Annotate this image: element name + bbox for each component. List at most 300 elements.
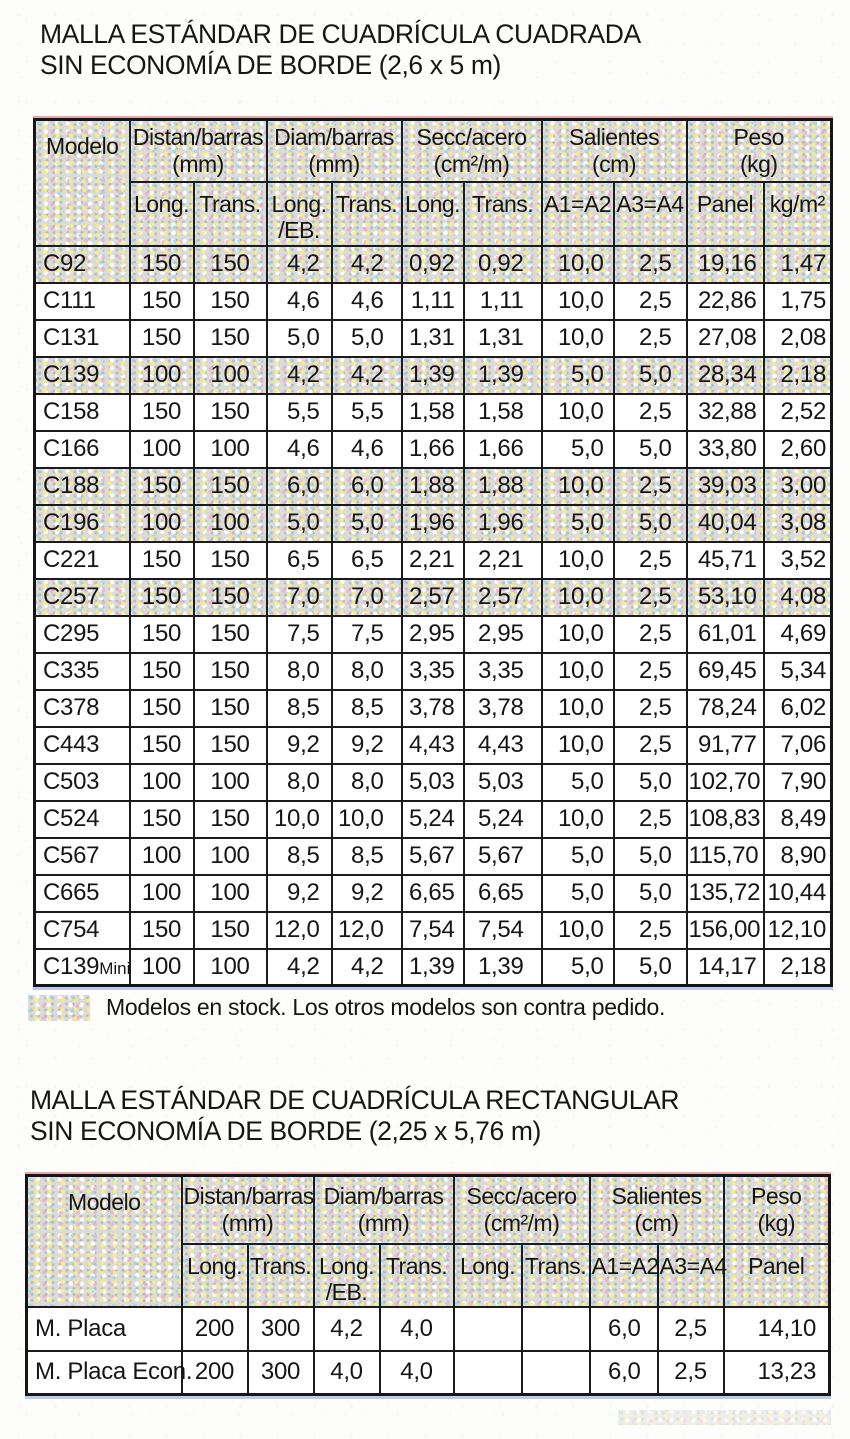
table-row-c754 [35,912,832,949]
col-group-peso [724,1176,830,1244]
value-cell: 5,0 [614,431,687,468]
col-subheader-panel: Panel [724,1244,830,1307]
table-row-c221 [35,542,832,579]
value-cell: 2,5 [614,468,687,505]
value-cell: 100 [130,431,194,468]
model-cell: C503 [35,764,130,801]
value-cell: 100 [194,949,267,986]
table-row-m-placa [27,1307,830,1351]
value-cell: 10,0 [542,727,614,764]
value-cell: 150 [130,320,194,357]
col-group-salientes [542,120,687,182]
value-cell: 8,90 [764,838,832,875]
value-cell: 5,0 [614,949,687,986]
col-subheader-a3-a4: A3=A4 [658,1244,724,1307]
table-row-c131 [35,320,832,357]
value-cell: 2,5 [614,801,687,838]
value-cell: 5,03 [402,764,464,801]
col-group-unit: (mm) [357,1209,410,1236]
model-cell: C139Mini [35,949,130,986]
value-cell: 100 [130,357,194,394]
model-cell: C443 [35,727,130,764]
value-cell: 150 [130,616,194,653]
value-cell: 100 [130,949,194,986]
col-subheader-kg-m: kg/m² [764,182,832,246]
value-cell: 3,35 [464,653,542,690]
value-cell: 2,5 [614,912,687,949]
value-cell: 100 [130,875,194,912]
col-group-unit: (cm²/m) [433,150,510,177]
value-cell: 5,0 [614,764,687,801]
col-group-label: Secc/acero [466,1182,577,1209]
model-cell: M. Placa [27,1307,182,1351]
table-row-c378 [35,690,832,727]
value-cell: 2,95 [402,616,464,653]
value-cell: 5,0 [267,320,332,357]
value-cell: 1,39 [402,357,464,394]
value-cell: 5,0 [332,320,402,357]
col-group-diam-barras [314,1176,454,1244]
scan-artifact-speckle [618,1410,831,1425]
col-group-distan-barras [130,120,267,182]
value-cell: 33,80 [687,431,764,468]
value-cell: 7,0 [332,579,402,616]
value-cell: 200 [182,1307,248,1351]
value-cell: 4,2 [267,246,332,283]
value-cell: 3,52 [764,542,832,579]
value-cell: 9,2 [267,875,332,912]
value-cell: 91,77 [687,727,764,764]
value-cell: 150 [194,801,267,838]
value-cell [454,1351,522,1395]
value-cell: 2,60 [764,431,832,468]
value-cell: 32,88 [687,394,764,431]
value-cell: 5,0 [542,838,614,875]
value-cell: 300 [248,1351,314,1395]
value-cell: 100 [194,431,267,468]
table-row-c111 [35,283,832,320]
value-cell: 1,66 [464,431,542,468]
table-row-c139 [35,357,832,394]
table-row-c196 [35,505,832,542]
col-group-label: Salientes [611,1182,702,1209]
value-cell: 12,0 [332,912,402,949]
value-cell: 6,65 [464,875,542,912]
value-cell: 4,6 [267,431,332,468]
value-cell: 100 [130,838,194,875]
value-cell: 5,0 [614,357,687,394]
value-cell: 100 [194,357,267,394]
value-cell: 7,5 [332,616,402,653]
table-row-c188 [35,468,832,505]
value-cell: 5,5 [332,394,402,431]
value-cell: 3,00 [764,468,832,505]
value-cell: 5,0 [614,875,687,912]
col-subheader-panel: Panel [687,182,764,246]
value-cell: 5,24 [464,801,542,838]
value-cell: 5,0 [542,431,614,468]
value-cell: 2,95 [464,616,542,653]
value-cell: 150 [194,653,267,690]
value-cell: 8,49 [764,801,832,838]
value-cell: 150 [194,283,267,320]
value-cell: 1,39 [464,357,542,394]
value-cell: 4,6 [332,431,402,468]
value-cell: 150 [130,468,194,505]
value-cell: 10,0 [542,690,614,727]
value-cell: 2,5 [614,394,687,431]
col-group-label: Salientes [568,123,660,150]
col-group-peso [687,120,832,182]
value-cell: 2,18 [764,949,832,986]
value-cell: 2,21 [464,542,542,579]
value-cell: 2,5 [658,1307,724,1351]
value-cell: 45,71 [687,542,764,579]
value-cell: 150 [194,579,267,616]
value-cell [522,1351,590,1395]
value-cell: 115,70 [687,838,764,875]
col-group-label: Distan/barras [183,1182,314,1209]
value-cell: 10,0 [542,912,614,949]
value-cell: 10,0 [542,801,614,838]
value-cell: 1,58 [464,394,542,431]
value-cell: 4,2 [267,949,332,986]
value-cell: 100 [194,764,267,801]
value-cell [454,1307,522,1351]
table-row-c92 [35,246,832,283]
value-cell: 150 [194,468,267,505]
table-row-m-placa-econ [27,1351,830,1395]
value-cell: 1,96 [464,505,542,542]
value-cell: 28,34 [687,357,764,394]
col-subheader-long: Long. [182,1244,248,1307]
model-cell: C158 [35,394,130,431]
value-cell: 1,88 [402,468,464,505]
model-cell: C665 [35,875,130,912]
value-cell: 9,2 [267,727,332,764]
model-cell: C166 [35,431,130,468]
value-cell: 150 [130,579,194,616]
value-cell: 4,2 [332,949,402,986]
square-mesh-table [33,118,833,987]
col-subheader-trans: Trans. [464,182,542,246]
value-cell: 4,43 [464,727,542,764]
rect-section-title [30,1085,679,1147]
col-subheader-long-eb: Long. /EB. [267,182,332,246]
value-cell: 100 [194,505,267,542]
col-group-unit: (mm) [221,1209,274,1236]
value-cell: 1,39 [464,949,542,986]
value-cell: 135,72 [687,875,764,912]
model-cell: C257 [35,579,130,616]
col-group-unit: (kg) [739,150,778,177]
table-row-c567 [35,838,832,875]
model-cell: C378 [35,690,130,727]
value-cell: 150 [194,690,267,727]
value-cell: 2,5 [614,579,687,616]
col-subheader-trans: Trans. [332,182,402,246]
value-cell: 6,0 [267,468,332,505]
model-cell: C196 [35,505,130,542]
model-cell: C221 [35,542,130,579]
value-cell: 22,86 [687,283,764,320]
value-cell: 150 [194,542,267,579]
value-cell: 300 [248,1307,314,1351]
model-cell: C92 [35,246,130,283]
value-cell: 19,16 [687,246,764,283]
col-group-unit: (cm) [592,150,636,177]
stock-legend [28,994,665,1021]
value-cell: 5,0 [332,505,402,542]
value-cell: 4,43 [402,727,464,764]
value-cell: 4,0 [380,1307,454,1351]
value-cell: 8,5 [267,690,332,727]
value-cell: 14,10 [724,1307,830,1351]
value-cell: 6,0 [590,1307,658,1351]
value-cell: 2,5 [614,616,687,653]
value-cell: 12,0 [267,912,332,949]
value-cell: 108,83 [687,801,764,838]
value-cell: 4,0 [314,1351,380,1395]
value-cell: 10,0 [542,616,614,653]
value-cell: 4,6 [267,283,332,320]
value-cell: 1,66 [402,431,464,468]
value-cell: 10,0 [542,394,614,431]
value-cell: 4,08 [764,579,832,616]
value-cell: 7,5 [267,616,332,653]
value-cell: 5,0 [542,357,614,394]
model-cell: C131 [35,320,130,357]
value-cell: 8,5 [332,690,402,727]
col-subheader-long-eb: Long. /EB. [314,1244,380,1307]
value-cell: 1,88 [464,468,542,505]
value-cell: 5,34 [764,653,832,690]
value-cell: 2,5 [658,1351,724,1395]
table-row-c166 [35,431,832,468]
value-cell: 4,69 [764,616,832,653]
value-cell: 6,02 [764,690,832,727]
col-group-distan-barras [182,1176,314,1244]
table-row-c257 [35,579,832,616]
value-cell: 5,0 [614,505,687,542]
rect-section-title-line1: MALLA ESTÁNDAR DE CUADRÍCULA RECTANGULAR [30,1085,680,1115]
value-cell: 7,06 [764,727,832,764]
value-cell: 1,58 [402,394,464,431]
value-cell: 4,2 [314,1307,380,1351]
value-cell: 200 [182,1351,248,1395]
col-group-label: Secc/acero [416,123,527,150]
value-cell: 1,39 [402,949,464,986]
value-cell: 3,35 [402,653,464,690]
value-cell: 5,24 [402,801,464,838]
value-cell: 2,08 [764,320,832,357]
value-cell: 10,0 [267,801,332,838]
value-cell: 10,0 [542,653,614,690]
value-cell: 69,45 [687,653,764,690]
model-cell: C567 [35,838,130,875]
value-cell: 78,24 [687,690,764,727]
col-subheader-trans: Trans. [248,1244,314,1307]
value-cell: 27,08 [687,320,764,357]
value-cell: 3,78 [464,690,542,727]
value-cell: 7,0 [267,579,332,616]
table-row-c158 [35,394,832,431]
value-cell: 150 [194,616,267,653]
col-group-salientes [590,1176,724,1244]
value-cell: 6,5 [332,542,402,579]
col-group-label: Peso [751,1182,802,1209]
value-cell: 39,03 [687,468,764,505]
col-group-secc-acero [454,1176,590,1244]
stock-highlight-swatch [28,995,90,1021]
value-cell: 150 [130,727,194,764]
table-row-c139mini [35,949,832,986]
col-group-diam-barras [267,120,402,182]
col-subheader-trans: Trans. [522,1244,590,1307]
value-cell: 4,2 [332,246,402,283]
value-cell: 10,0 [542,283,614,320]
value-cell: 4,2 [267,357,332,394]
value-cell: 5,0 [267,505,332,542]
value-cell: 53,10 [687,579,764,616]
value-cell: 2,18 [764,357,832,394]
model-cell: C754 [35,912,130,949]
col-subheader-long: Long. [402,182,464,246]
value-cell: 2,5 [614,320,687,357]
value-cell: 8,0 [267,653,332,690]
col-group-label: Distan/barras [132,123,264,150]
value-cell: 150 [194,912,267,949]
value-cell: 4,6 [332,283,402,320]
value-cell: 2,21 [402,542,464,579]
table-row-c443 [35,727,832,764]
value-cell: 150 [130,801,194,838]
value-cell: 10,0 [542,320,614,357]
col-group-unit: (mm) [308,150,360,177]
value-cell: 2,5 [614,246,687,283]
value-cell: 150 [130,912,194,949]
value-cell: 100 [130,505,194,542]
table-row-c503 [35,764,832,801]
table-row-c524 [35,801,832,838]
model-cell: C111 [35,283,130,320]
value-cell: 2,5 [614,542,687,579]
col-group-unit: (cm) [634,1209,679,1236]
value-cell: 150 [194,394,267,431]
value-cell: 150 [130,246,194,283]
square-section-title-line2: SIN ECONOMÍA DE BORDE (2,6 x 5 m) [40,50,501,80]
value-cell: 1,47 [764,246,832,283]
value-cell: 1,31 [402,320,464,357]
value-cell: 1,31 [464,320,542,357]
value-cell: 102,70 [687,764,764,801]
value-cell: 150 [130,283,194,320]
value-cell: 1,11 [464,283,542,320]
rectangular-mesh-table [25,1174,831,1396]
value-cell: 6,0 [590,1351,658,1395]
col-group-secc-acero [402,120,542,182]
value-cell [522,1307,590,1351]
value-cell: 7,90 [764,764,832,801]
value-cell: 10,0 [542,542,614,579]
col-group-unit: (kg) [757,1209,796,1236]
value-cell: 12,10 [764,912,832,949]
value-cell: 5,0 [542,875,614,912]
value-cell: 156,00 [687,912,764,949]
value-cell: 2,5 [614,283,687,320]
value-cell: 1,75 [764,283,832,320]
col-subheader-long: Long. [454,1244,522,1307]
value-cell: 8,5 [332,838,402,875]
model-cell: M. Placa Econ. [27,1351,182,1395]
value-cell: 100 [194,838,267,875]
value-cell: 4,2 [332,357,402,394]
table-row-c335 [35,653,832,690]
value-cell: 14,17 [687,949,764,986]
value-cell: 9,2 [332,875,402,912]
square-section-title-line1: MALLA ESTÁNDAR DE CUADRÍCULA CUADRADA [40,19,641,49]
value-cell: 150 [130,653,194,690]
value-cell: 5,0 [542,505,614,542]
value-cell: 5,67 [464,838,542,875]
value-cell: 5,0 [542,764,614,801]
value-cell: 10,44 [764,875,832,912]
value-cell: 8,0 [267,764,332,801]
col-subheader-trans: Trans. [194,182,267,246]
table-row-c295 [35,616,832,653]
value-cell: 2,57 [402,579,464,616]
col-group-label: Diam/barras [323,1182,444,1209]
stock-legend-text: Modelos en stock. Los otros modelos son contra pedido. [106,994,666,1020]
value-cell: 10,0 [542,579,614,616]
rect-section-title-line2: SIN ECONOMÍA DE BORDE (2,25 x 5,76 m) [30,1116,541,1146]
value-cell: 5,03 [464,764,542,801]
value-cell: 2,5 [614,653,687,690]
model-suffix: Mini [99,958,131,978]
col-group-unit: (cm²/m) [483,1209,560,1236]
value-cell: 0,92 [464,246,542,283]
value-cell: 0,92 [402,246,464,283]
value-cell: 8,0 [332,653,402,690]
value-cell: 100 [130,764,194,801]
col-subheader-a1-a2: A1=A2 [590,1244,658,1307]
value-cell: 2,5 [614,727,687,764]
model-cell: C139 [35,357,130,394]
col-subheader-a3-a4: A3=A4 [614,182,687,246]
model-cell: C524 [35,801,130,838]
value-cell: 150 [194,320,267,357]
square-section-title [40,19,641,81]
value-cell: 150 [130,690,194,727]
value-cell: 2,5 [614,690,687,727]
value-cell: 150 [194,727,267,764]
value-cell: 10,0 [332,801,402,838]
col-header-modelo: Modelo [35,120,130,246]
value-cell: 61,01 [687,616,764,653]
value-cell: 3,08 [764,505,832,542]
value-cell: 5,5 [267,394,332,431]
value-cell: 100 [194,875,267,912]
value-cell: 13,23 [724,1351,830,1395]
value-cell: 150 [130,542,194,579]
value-cell: 5,0 [542,949,614,986]
value-cell: 3,78 [402,690,464,727]
model-cell: C335 [35,653,130,690]
col-subheader-a1-a2: A1=A2 [542,182,614,246]
col-group-label: Diam/barras [274,123,394,150]
value-cell: 9,2 [332,727,402,764]
value-cell: 40,04 [687,505,764,542]
